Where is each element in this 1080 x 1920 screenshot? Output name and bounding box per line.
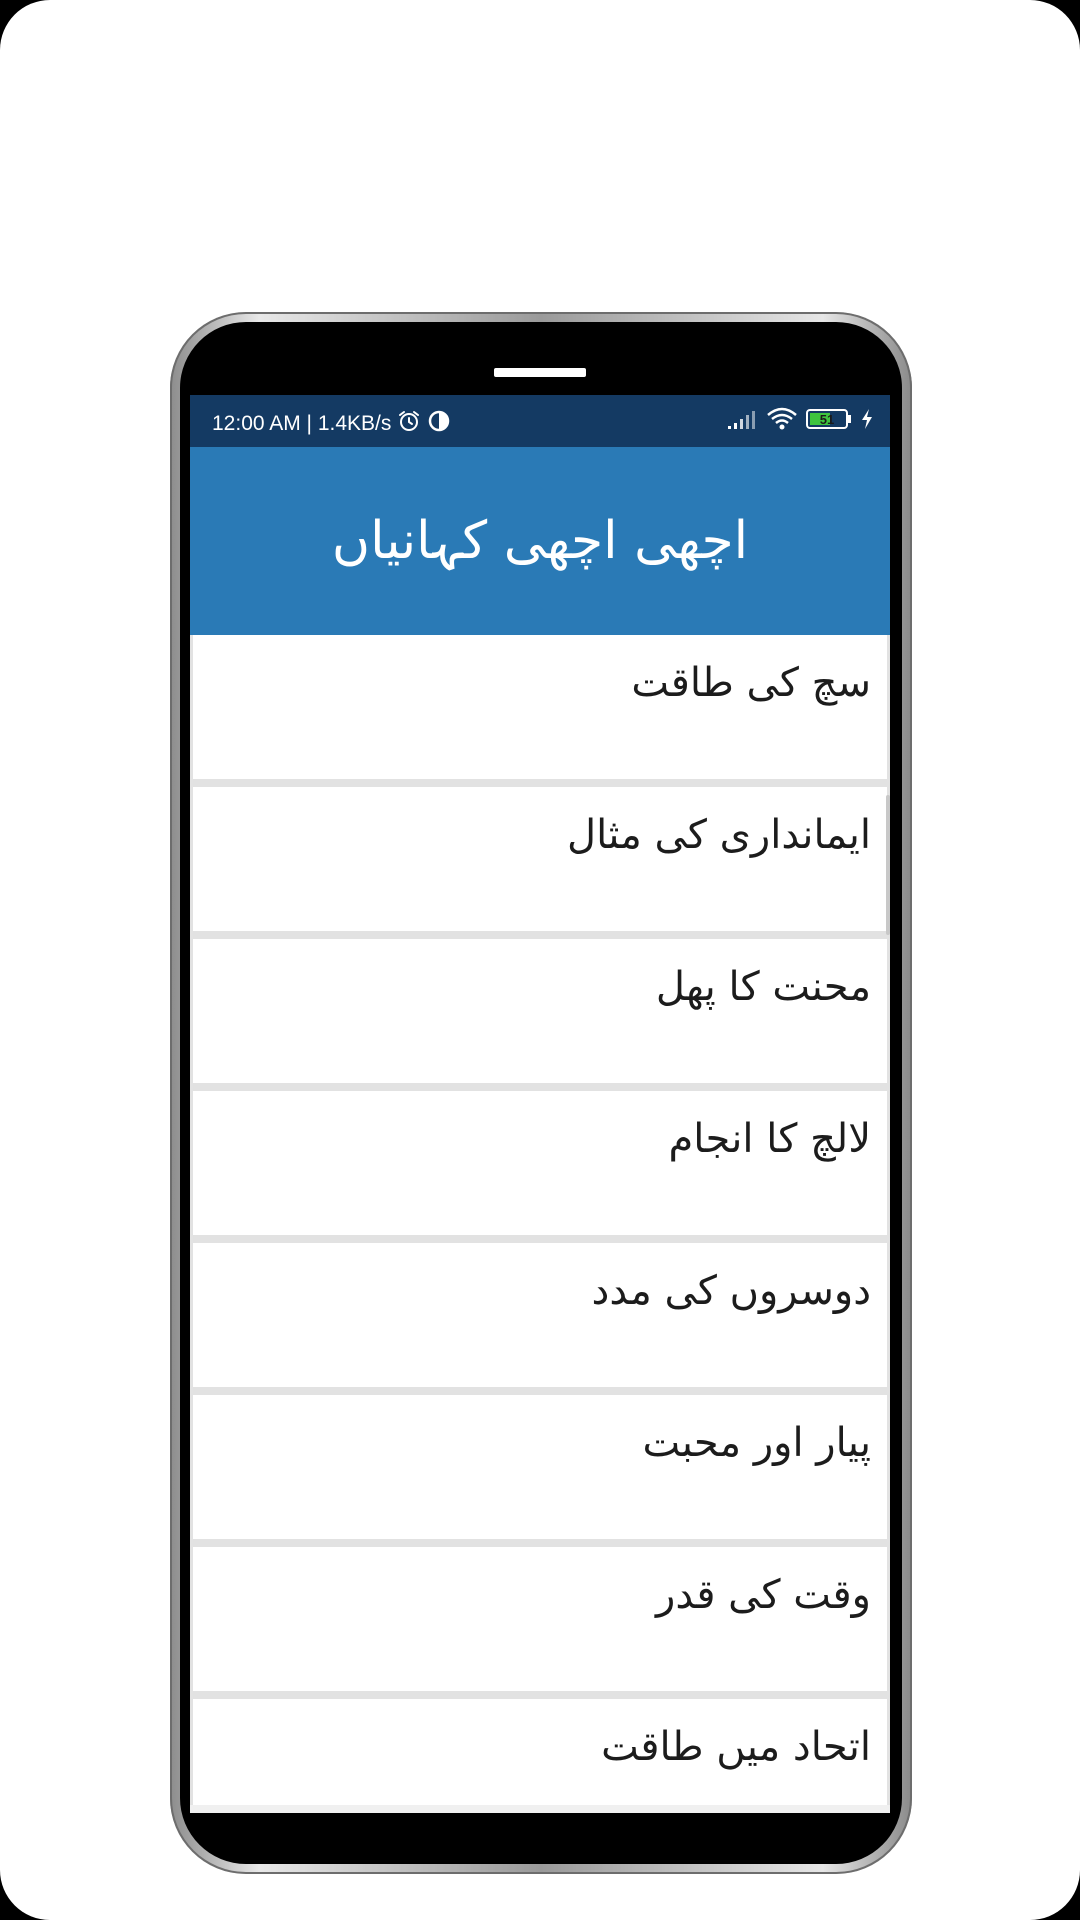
- story-item[interactable]: [190, 939, 890, 1083]
- bottom-strip: [190, 1805, 890, 1813]
- status-time-speed: 12:00 AM | 1.4KB/s: [212, 412, 392, 435]
- phone-frame: [170, 312, 912, 1874]
- battery-icon: [806, 408, 852, 435]
- status-bar: [190, 395, 890, 447]
- phone-bezel: [180, 322, 902, 1864]
- scrollbar-thumb[interactable]: [886, 795, 890, 935]
- story-item[interactable]: [190, 787, 890, 931]
- story-item[interactable]: [190, 1547, 890, 1691]
- wifi-icon: [766, 407, 798, 436]
- battery-level-text: 51: [819, 411, 835, 427]
- story-list: [190, 635, 890, 1813]
- status-left: [212, 409, 451, 439]
- alarm-icon: [397, 409, 421, 439]
- story-item[interactable]: [190, 1699, 890, 1813]
- story-title: سچ کی طاقت: [631, 660, 871, 706]
- story-item[interactable]: [190, 635, 890, 779]
- data-saver-icon: [427, 409, 451, 439]
- story-title: محنت کا پھل: [655, 964, 871, 1010]
- app-bar: [190, 447, 890, 635]
- story-title: دوسروں کی مدد: [591, 1268, 871, 1314]
- signal-icon: [726, 408, 758, 435]
- story-item[interactable]: [190, 1243, 890, 1387]
- story-title: پیار اور محبت: [642, 1420, 871, 1466]
- story-title: وقت کی قدر: [656, 1572, 871, 1618]
- phone-speaker: [494, 368, 586, 377]
- phone-screen: [190, 395, 890, 1813]
- app-title: اچھی اچھی کہانیاں: [331, 511, 749, 571]
- charging-icon: [860, 408, 874, 435]
- story-title: اتحاد میں طاقت: [601, 1724, 871, 1770]
- story-item[interactable]: [190, 1395, 890, 1539]
- status-right: [718, 409, 874, 433]
- story-item[interactable]: [190, 1091, 890, 1235]
- story-title: ایمانداری کی مثال: [567, 812, 871, 858]
- story-title: لالچ کا انجام: [668, 1116, 871, 1162]
